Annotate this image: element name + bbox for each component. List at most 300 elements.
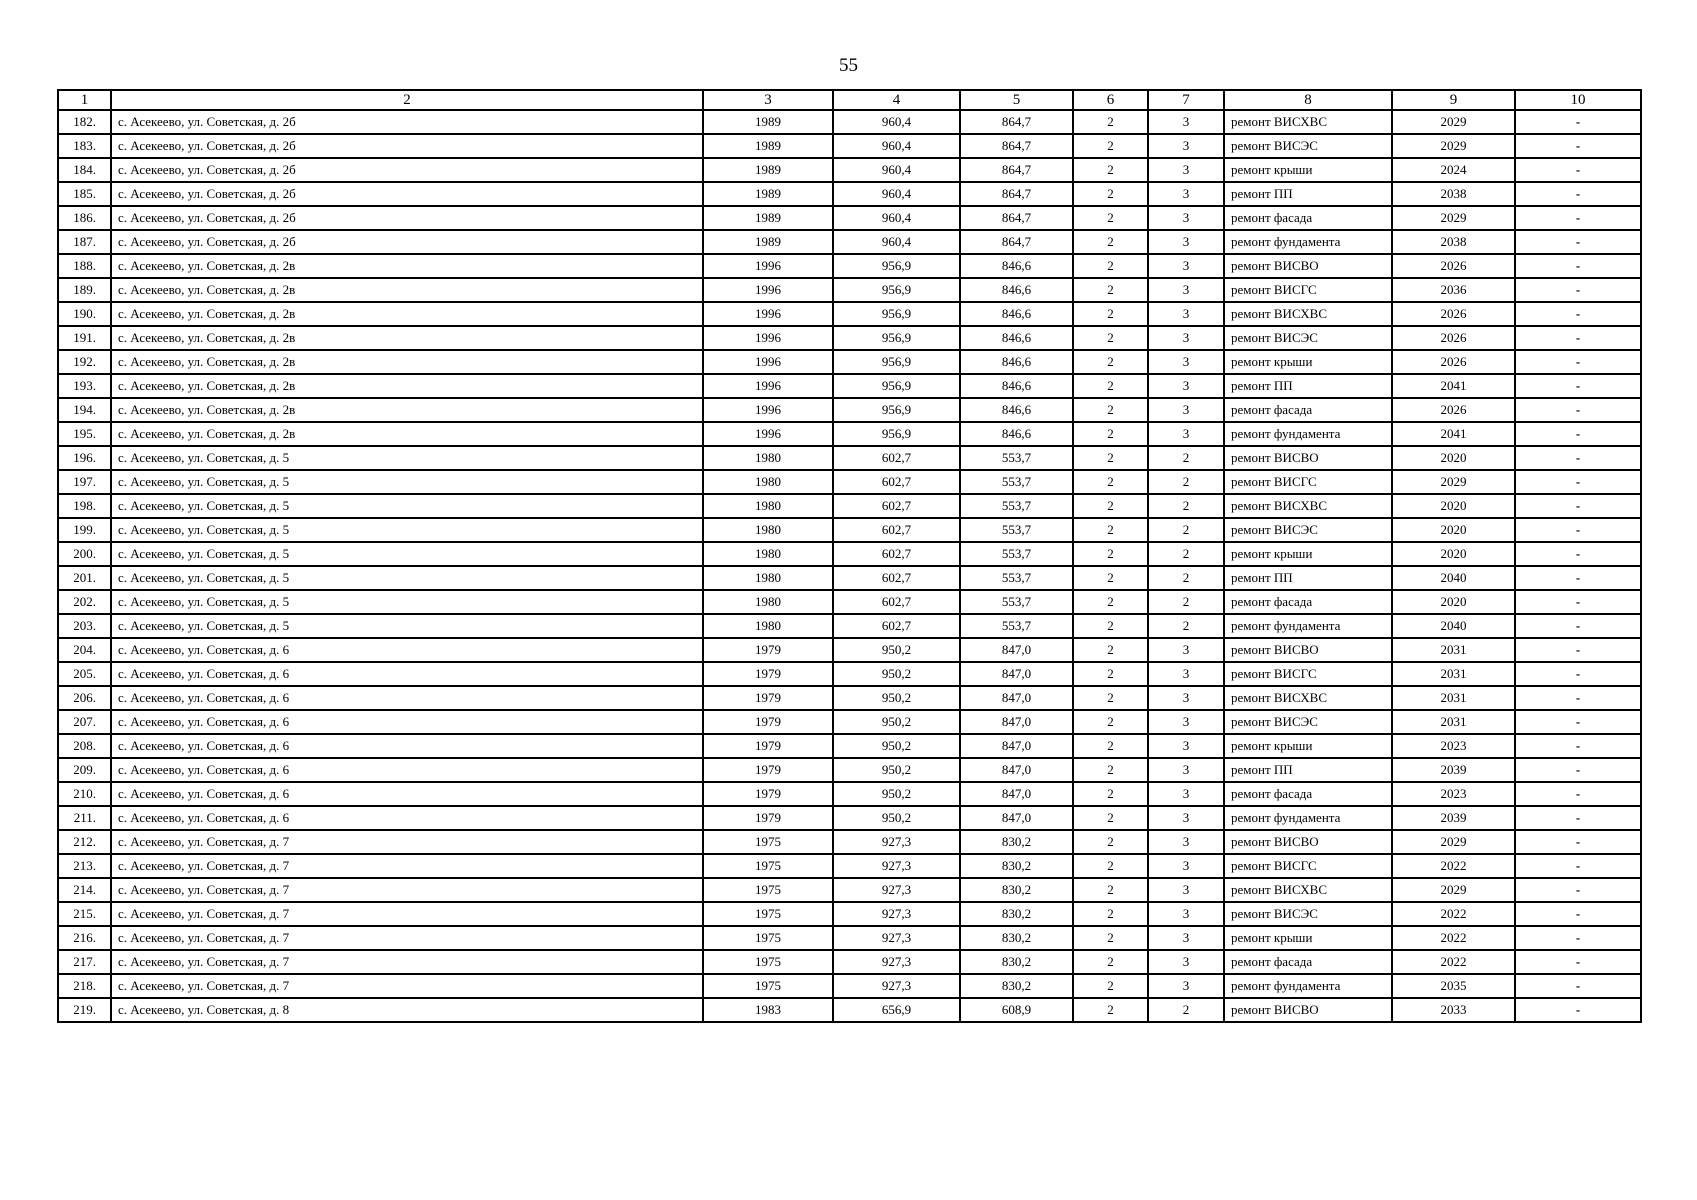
col6-cell: 2 <box>1073 662 1148 686</box>
row-number-cell: 219. <box>58 998 111 1022</box>
col6-cell: 2 <box>1073 782 1148 806</box>
col6-cell: 2 <box>1073 326 1148 350</box>
living-area-cell: 846,6 <box>960 254 1073 278</box>
living-area-cell: 847,0 <box>960 782 1073 806</box>
planned-year-cell: 2026 <box>1392 326 1515 350</box>
work-type-cell: ремонт ВИСХВС <box>1224 494 1392 518</box>
row-number-cell: 197. <box>58 470 111 494</box>
note-cell: - <box>1515 950 1641 974</box>
address-cell: с. Асекеево, ул. Советская, д. 7 <box>111 830 703 854</box>
address-cell: с. Асекеево, ул. Советская, д. 5 <box>111 446 703 470</box>
total-area-cell: 960,4 <box>833 206 960 230</box>
living-area-cell: 864,7 <box>960 110 1073 134</box>
note-cell: - <box>1515 590 1641 614</box>
total-area-cell: 956,9 <box>833 398 960 422</box>
column-header: 2 <box>111 90 703 110</box>
year-cell: 1996 <box>703 374 833 398</box>
note-cell: - <box>1515 182 1641 206</box>
living-area-cell: 864,7 <box>960 182 1073 206</box>
living-area-cell: 846,6 <box>960 398 1073 422</box>
page-number: 55 <box>839 55 858 76</box>
address-cell: с. Асекеево, ул. Советская, д. 6 <box>111 758 703 782</box>
year-cell: 1980 <box>703 446 833 470</box>
living-area-cell: 846,6 <box>960 422 1073 446</box>
total-area-cell: 602,7 <box>833 446 960 470</box>
planned-year-cell: 2022 <box>1392 950 1515 974</box>
planned-year-cell: 2031 <box>1392 638 1515 662</box>
address-cell: с. Асекеево, ул. Советская, д. 2в <box>111 374 703 398</box>
total-area-cell: 602,7 <box>833 566 960 590</box>
work-type-cell: ремонт ВИСВО <box>1224 830 1392 854</box>
year-cell: 1996 <box>703 350 833 374</box>
living-area-cell: 553,7 <box>960 494 1073 518</box>
table-row <box>58 326 1641 350</box>
row-number-cell: 201. <box>58 566 111 590</box>
table-row <box>58 686 1641 710</box>
row-number-cell: 211. <box>58 806 111 830</box>
address-cell: с. Асекеево, ул. Советская, д. 5 <box>111 494 703 518</box>
living-area-cell: 847,0 <box>960 734 1073 758</box>
address-cell: с. Асекеево, ул. Советская, д. 5 <box>111 614 703 638</box>
floors-cell: 3 <box>1148 686 1224 710</box>
floors-cell: 3 <box>1148 302 1224 326</box>
living-area-cell: 846,6 <box>960 302 1073 326</box>
table-row <box>58 782 1641 806</box>
address-cell: с. Асекеево, ул. Советская, д. 2в <box>111 398 703 422</box>
note-cell: - <box>1515 566 1641 590</box>
note-cell: - <box>1515 494 1641 518</box>
table-row <box>58 182 1641 206</box>
address-cell: с. Асекеево, ул. Советская, д. 7 <box>111 974 703 998</box>
living-area-cell: 553,7 <box>960 518 1073 542</box>
col6-cell: 2 <box>1073 566 1148 590</box>
table-body <box>58 110 1641 1022</box>
work-type-cell: ремонт ВИСЭС <box>1224 902 1392 926</box>
living-area-cell: 847,0 <box>960 758 1073 782</box>
row-number-cell: 196. <box>58 446 111 470</box>
total-area-cell: 960,4 <box>833 230 960 254</box>
floors-cell: 3 <box>1148 854 1224 878</box>
planned-year-cell: 2029 <box>1392 878 1515 902</box>
year-cell: 1989 <box>703 158 833 182</box>
total-area-cell: 960,4 <box>833 182 960 206</box>
col6-cell: 2 <box>1073 518 1148 542</box>
total-area-cell: 956,9 <box>833 374 960 398</box>
work-type-cell: ремонт ВИСХВС <box>1224 686 1392 710</box>
row-number-cell: 191. <box>58 326 111 350</box>
planned-year-cell: 2029 <box>1392 206 1515 230</box>
note-cell: - <box>1515 518 1641 542</box>
table-row <box>58 230 1641 254</box>
work-type-cell: ремонт ПП <box>1224 566 1392 590</box>
living-area-cell: 553,7 <box>960 590 1073 614</box>
col6-cell: 2 <box>1073 998 1148 1022</box>
note-cell: - <box>1515 830 1641 854</box>
col6-cell: 2 <box>1073 470 1148 494</box>
table-row <box>58 494 1641 518</box>
column-header: 8 <box>1224 90 1392 110</box>
table-row <box>58 350 1641 374</box>
year-cell: 1989 <box>703 206 833 230</box>
living-area-cell: 553,7 <box>960 470 1073 494</box>
address-cell: с. Асекеево, ул. Советская, д. 7 <box>111 854 703 878</box>
row-number-cell: 188. <box>58 254 111 278</box>
living-area-cell: 846,6 <box>960 374 1073 398</box>
year-cell: 1980 <box>703 566 833 590</box>
col6-cell: 2 <box>1073 926 1148 950</box>
planned-year-cell: 2023 <box>1392 734 1515 758</box>
table-row <box>58 638 1641 662</box>
floors-cell: 3 <box>1148 326 1224 350</box>
work-type-cell: ремонт крыши <box>1224 158 1392 182</box>
floors-cell: 3 <box>1148 182 1224 206</box>
address-cell: с. Асекеево, ул. Советская, д. 5 <box>111 566 703 590</box>
table-row <box>58 902 1641 926</box>
col6-cell: 2 <box>1073 950 1148 974</box>
work-type-cell: ремонт ВИСГС <box>1224 854 1392 878</box>
living-area-cell: 830,2 <box>960 854 1073 878</box>
total-area-cell: 950,2 <box>833 734 960 758</box>
year-cell: 1996 <box>703 278 833 302</box>
note-cell: - <box>1515 710 1641 734</box>
row-number-cell: 208. <box>58 734 111 758</box>
floors-cell: 3 <box>1148 830 1224 854</box>
table-row <box>58 830 1641 854</box>
planned-year-cell: 2020 <box>1392 446 1515 470</box>
address-cell: с. Асекеево, ул. Советская, д. 6 <box>111 638 703 662</box>
row-number-cell: 193. <box>58 374 111 398</box>
note-cell: - <box>1515 470 1641 494</box>
planned-year-cell: 2026 <box>1392 350 1515 374</box>
note-cell: - <box>1515 350 1641 374</box>
table-row <box>58 662 1641 686</box>
year-cell: 1975 <box>703 950 833 974</box>
row-number-cell: 192. <box>58 350 111 374</box>
planned-year-cell: 2035 <box>1392 974 1515 998</box>
row-number-cell: 194. <box>58 398 111 422</box>
address-cell: с. Асекеево, ул. Советская, д. 8 <box>111 998 703 1022</box>
floors-cell: 3 <box>1148 110 1224 134</box>
note-cell: - <box>1515 686 1641 710</box>
note-cell: - <box>1515 254 1641 278</box>
total-area-cell: 602,7 <box>833 542 960 566</box>
planned-year-cell: 2031 <box>1392 662 1515 686</box>
work-type-cell: ремонт ВИСГС <box>1224 470 1392 494</box>
row-number-cell: 189. <box>58 278 111 302</box>
row-number-cell: 202. <box>58 590 111 614</box>
living-area-cell: 830,2 <box>960 830 1073 854</box>
row-number-cell: 206. <box>58 686 111 710</box>
work-type-cell: ремонт ПП <box>1224 758 1392 782</box>
planned-year-cell: 2020 <box>1392 542 1515 566</box>
living-area-cell: 830,2 <box>960 926 1073 950</box>
address-cell: с. Асекеево, ул. Советская, д. 6 <box>111 662 703 686</box>
year-cell: 1975 <box>703 830 833 854</box>
note-cell: - <box>1515 614 1641 638</box>
address-cell: с. Асекеево, ул. Советская, д. 2б <box>111 206 703 230</box>
address-cell: с. Асекеево, ул. Советская, д. 2в <box>111 422 703 446</box>
address-cell: с. Асекеево, ул. Советская, д. 2б <box>111 134 703 158</box>
work-type-cell: ремонт фундамента <box>1224 806 1392 830</box>
year-cell: 1996 <box>703 254 833 278</box>
floors-cell: 2 <box>1148 494 1224 518</box>
floors-cell: 2 <box>1148 998 1224 1022</box>
note-cell: - <box>1515 278 1641 302</box>
year-cell: 1979 <box>703 758 833 782</box>
work-type-cell: ремонт ВИСВО <box>1224 446 1392 470</box>
living-area-cell: 553,7 <box>960 614 1073 638</box>
floors-cell: 2 <box>1148 542 1224 566</box>
work-type-cell: ремонт ВИСЭС <box>1224 326 1392 350</box>
planned-year-cell: 2026 <box>1392 254 1515 278</box>
year-cell: 1989 <box>703 110 833 134</box>
col6-cell: 2 <box>1073 734 1148 758</box>
table-row <box>58 374 1641 398</box>
planned-year-cell: 2020 <box>1392 518 1515 542</box>
year-cell: 1989 <box>703 134 833 158</box>
address-cell: с. Асекеево, ул. Советская, д. 6 <box>111 806 703 830</box>
planned-year-cell: 2031 <box>1392 686 1515 710</box>
row-number-cell: 185. <box>58 182 111 206</box>
row-number-cell: 210. <box>58 782 111 806</box>
table-row <box>58 854 1641 878</box>
row-number-cell: 212. <box>58 830 111 854</box>
year-cell: 1980 <box>703 518 833 542</box>
col6-cell: 2 <box>1073 374 1148 398</box>
work-type-cell: ремонт фасада <box>1224 398 1392 422</box>
table-row <box>58 302 1641 326</box>
row-number-cell: 195. <box>58 422 111 446</box>
total-area-cell: 602,7 <box>833 614 960 638</box>
row-number-cell: 183. <box>58 134 111 158</box>
year-cell: 1979 <box>703 806 833 830</box>
col6-cell: 2 <box>1073 902 1148 926</box>
note-cell: - <box>1515 134 1641 158</box>
living-area-cell: 553,7 <box>960 446 1073 470</box>
floors-cell: 3 <box>1148 662 1224 686</box>
floors-cell: 2 <box>1148 566 1224 590</box>
column-header: 3 <box>703 90 833 110</box>
column-header: 4 <box>833 90 960 110</box>
year-cell: 1979 <box>703 734 833 758</box>
floors-cell: 3 <box>1148 374 1224 398</box>
floors-cell: 2 <box>1148 614 1224 638</box>
row-number-cell: 216. <box>58 926 111 950</box>
year-cell: 1989 <box>703 230 833 254</box>
col6-cell: 2 <box>1073 614 1148 638</box>
note-cell: - <box>1515 638 1641 662</box>
address-cell: с. Асекеево, ул. Советская, д. 5 <box>111 590 703 614</box>
year-cell: 1980 <box>703 470 833 494</box>
total-area-cell: 927,3 <box>833 926 960 950</box>
work-type-cell: ремонт фундамента <box>1224 614 1392 638</box>
living-area-cell: 847,0 <box>960 710 1073 734</box>
address-cell: с. Асекеево, ул. Советская, д. 6 <box>111 710 703 734</box>
total-area-cell: 927,3 <box>833 950 960 974</box>
note-cell: - <box>1515 374 1641 398</box>
table-row <box>58 110 1641 134</box>
year-cell: 1979 <box>703 662 833 686</box>
floors-cell: 3 <box>1148 782 1224 806</box>
planned-year-cell: 2040 <box>1392 614 1515 638</box>
floors-cell: 3 <box>1148 806 1224 830</box>
address-cell: с. Асекеево, ул. Советская, д. 2в <box>111 302 703 326</box>
table-row <box>58 518 1641 542</box>
col6-cell: 2 <box>1073 422 1148 446</box>
row-number-cell: 217. <box>58 950 111 974</box>
col6-cell: 2 <box>1073 278 1148 302</box>
planned-year-cell: 2020 <box>1392 590 1515 614</box>
floors-cell: 3 <box>1148 950 1224 974</box>
note-cell: - <box>1515 230 1641 254</box>
total-area-cell: 602,7 <box>833 518 960 542</box>
living-area-cell: 553,7 <box>960 566 1073 590</box>
living-area-cell: 864,7 <box>960 206 1073 230</box>
note-cell: - <box>1515 974 1641 998</box>
address-cell: с. Асекеево, ул. Советская, д. 7 <box>111 878 703 902</box>
floors-cell: 3 <box>1148 758 1224 782</box>
table-row <box>58 134 1641 158</box>
work-type-cell: ремонт ВИСХВС <box>1224 302 1392 326</box>
year-cell: 1996 <box>703 326 833 350</box>
note-cell: - <box>1515 662 1641 686</box>
work-type-cell: ремонт ВИСХВС <box>1224 110 1392 134</box>
row-number-cell: 207. <box>58 710 111 734</box>
year-cell: 1996 <box>703 398 833 422</box>
planned-year-cell: 2029 <box>1392 470 1515 494</box>
total-area-cell: 950,2 <box>833 806 960 830</box>
work-type-cell: ремонт фундамента <box>1224 230 1392 254</box>
table-row <box>58 206 1641 230</box>
planned-year-cell: 2026 <box>1392 302 1515 326</box>
planned-year-cell: 2031 <box>1392 710 1515 734</box>
total-area-cell: 927,3 <box>833 974 960 998</box>
living-area-cell: 846,6 <box>960 326 1073 350</box>
total-area-cell: 960,4 <box>833 158 960 182</box>
table-row <box>58 254 1641 278</box>
year-cell: 1979 <box>703 710 833 734</box>
floors-cell: 3 <box>1148 926 1224 950</box>
table-row <box>58 590 1641 614</box>
floors-cell: 3 <box>1148 974 1224 998</box>
table-row <box>58 614 1641 638</box>
living-area-cell: 830,2 <box>960 950 1073 974</box>
planned-year-cell: 2022 <box>1392 926 1515 950</box>
table-row <box>58 446 1641 470</box>
planned-year-cell: 2039 <box>1392 806 1515 830</box>
table-row <box>58 398 1641 422</box>
work-type-cell: ремонт фасада <box>1224 950 1392 974</box>
year-cell: 1980 <box>703 590 833 614</box>
year-cell: 1975 <box>703 902 833 926</box>
year-cell: 1979 <box>703 686 833 710</box>
address-cell: с. Асекеево, ул. Советская, д. 2в <box>111 278 703 302</box>
col6-cell: 2 <box>1073 542 1148 566</box>
note-cell: - <box>1515 422 1641 446</box>
col6-cell: 2 <box>1073 254 1148 278</box>
col6-cell: 2 <box>1073 134 1148 158</box>
row-number-cell: 186. <box>58 206 111 230</box>
total-area-cell: 960,4 <box>833 134 960 158</box>
year-cell: 1989 <box>703 182 833 206</box>
floors-cell: 3 <box>1148 134 1224 158</box>
floors-cell: 3 <box>1148 350 1224 374</box>
column-header: 9 <box>1392 90 1515 110</box>
table-row <box>58 422 1641 446</box>
planned-year-cell: 2029 <box>1392 830 1515 854</box>
table-row <box>58 758 1641 782</box>
work-type-cell: ремонт ВИСЭС <box>1224 518 1392 542</box>
planned-year-cell: 2041 <box>1392 422 1515 446</box>
year-cell: 1983 <box>703 998 833 1022</box>
living-area-cell: 846,6 <box>960 278 1073 302</box>
planned-year-cell: 2022 <box>1392 854 1515 878</box>
note-cell: - <box>1515 398 1641 422</box>
planned-year-cell: 2038 <box>1392 182 1515 206</box>
floors-cell: 3 <box>1148 398 1224 422</box>
table-row <box>58 926 1641 950</box>
note-cell: - <box>1515 998 1641 1022</box>
column-header: 7 <box>1148 90 1224 110</box>
planned-year-cell: 2029 <box>1392 134 1515 158</box>
work-type-cell: ремонт ВИСГС <box>1224 662 1392 686</box>
planned-year-cell: 2020 <box>1392 494 1515 518</box>
table-row <box>58 974 1641 998</box>
floors-cell: 3 <box>1148 230 1224 254</box>
floors-cell: 2 <box>1148 518 1224 542</box>
note-cell: - <box>1515 542 1641 566</box>
col6-cell: 2 <box>1073 590 1148 614</box>
living-area-cell: 864,7 <box>960 158 1073 182</box>
column-header: 1 <box>58 90 111 110</box>
floors-cell: 3 <box>1148 878 1224 902</box>
floors-cell: 3 <box>1148 710 1224 734</box>
year-cell: 1996 <box>703 302 833 326</box>
year-cell: 1975 <box>703 974 833 998</box>
col6-cell: 2 <box>1073 878 1148 902</box>
col6-cell: 2 <box>1073 854 1148 878</box>
col6-cell: 2 <box>1073 110 1148 134</box>
floors-cell: 3 <box>1148 206 1224 230</box>
floors-cell: 2 <box>1148 590 1224 614</box>
table-row <box>58 998 1641 1022</box>
address-cell: с. Асекеево, ул. Советская, д. 6 <box>111 686 703 710</box>
table-row <box>58 734 1641 758</box>
table-row <box>58 710 1641 734</box>
total-area-cell: 602,7 <box>833 494 960 518</box>
planned-year-cell: 2041 <box>1392 374 1515 398</box>
total-area-cell: 950,2 <box>833 710 960 734</box>
work-type-cell: ремонт крыши <box>1224 542 1392 566</box>
column-header: 5 <box>960 90 1073 110</box>
floors-cell: 3 <box>1148 158 1224 182</box>
work-type-cell: ремонт крыши <box>1224 926 1392 950</box>
floors-cell: 3 <box>1148 254 1224 278</box>
column-header: 10 <box>1515 90 1641 110</box>
note-cell: - <box>1515 734 1641 758</box>
note-cell: - <box>1515 782 1641 806</box>
planned-year-cell: 2026 <box>1392 398 1515 422</box>
table-row <box>58 542 1641 566</box>
total-area-cell: 956,9 <box>833 302 960 326</box>
work-type-cell: ремонт ВИСВО <box>1224 998 1392 1022</box>
row-number-cell: 199. <box>58 518 111 542</box>
address-cell: с. Асекеево, ул. Советская, д. 6 <box>111 782 703 806</box>
note-cell: - <box>1515 326 1641 350</box>
col6-cell: 2 <box>1073 182 1148 206</box>
floors-cell: 2 <box>1148 446 1224 470</box>
address-cell: с. Асекеево, ул. Советская, д. 2б <box>111 110 703 134</box>
